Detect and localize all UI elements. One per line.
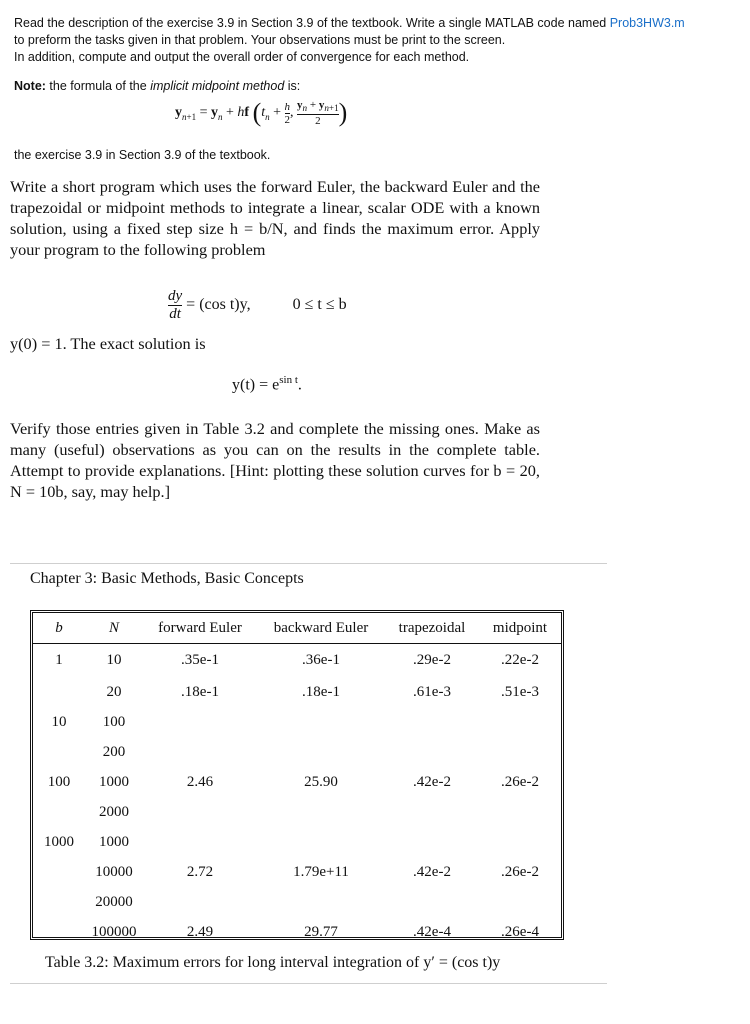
midpoint-formula: $y_{n+1} = y_n$ + hf ($t_n$ + $\frac{h}{2}$ , $\frac{y_n + y_{n+1}}{2}$ ) <box>175 98 348 128</box>
table-cell: 2.49 <box>186 924 214 940</box>
table-cell: .51e-3 <box>501 684 539 700</box>
table-cell: .42e-2 <box>413 864 451 880</box>
instruction-line-1 <box>14 15 734 32</box>
table-cell: 29.77 <box>304 924 338 940</box>
instruction-line-2: to preform the tasks given in that problem. Your observations must be print to the screen. <box>14 33 506 47</box>
table-row <box>33 858 561 888</box>
note-line <box>14 78 300 95</box>
table-cell <box>143 798 257 828</box>
bottom-divider <box>10 983 607 984</box>
ode-domain: 0 ≤ t ≤ b <box>292 296 347 314</box>
col-header-trapezoidal: trapezoidal <box>385 613 479 644</box>
table-cell <box>385 828 479 858</box>
col-header-backward-euler: backward Euler <box>257 613 385 644</box>
table-row <box>33 828 561 858</box>
verify-paragraph: Verify those entries given in Table 3.2 and complete the missing ones. Make as many (useful) observations as you can on the results in the complete table. Attempt to provide explanations. [Hint: plotting these solution curves for b = 20, N = 10b, say, may help.] <box>10 419 540 501</box>
table-cell <box>143 738 257 768</box>
assignment-instructions <box>14 15 734 66</box>
instruction-text: Read the description of the exercise 3.9 in Section 3.9 of the textbook. Write a single MATLAB code named <box>14 16 610 30</box>
table-cell <box>385 798 479 828</box>
table-cell <box>257 888 385 918</box>
table-row <box>33 918 561 948</box>
table-cell: 1000 <box>99 774 129 790</box>
table-cell: 200 <box>102 744 126 760</box>
table-cell <box>257 738 385 768</box>
table-header-row <box>33 613 561 644</box>
table-row <box>33 738 561 768</box>
col-header-b: b <box>33 613 85 644</box>
table-cell: 20000 <box>95 894 133 910</box>
exercise-reference: the exercise 3.9 in Section 3.9 of the textbook. <box>14 148 271 162</box>
table-cell <box>479 798 561 828</box>
table-cell: 10000 <box>95 864 133 880</box>
ode-rhs: = (cos t)y, <box>186 296 251 314</box>
results-table-frame <box>30 610 564 940</box>
table-cell <box>257 798 385 828</box>
note-text: the formula of the <box>45 79 151 93</box>
table-cell <box>143 888 257 918</box>
table-cell: 2000 <box>99 804 129 820</box>
table-cell <box>33 738 85 768</box>
table-cell <box>33 858 85 888</box>
table-cell: 20 <box>106 684 122 700</box>
note-text-end: is: <box>284 79 301 93</box>
table-cell: 1.79e+11 <box>293 864 349 880</box>
table-cell <box>33 678 85 708</box>
problem-paragraph: Write a short program which uses the forward Euler, the backward Euler and the trapezoidal or midpoint methods to integrate a linear, scalar ODE with a known solution, using a fixed step size h = b/N, and finds the maximum error. Apply your program to the following problem <box>10 177 540 259</box>
table-cell: .18e-1 <box>302 684 340 700</box>
table-row <box>33 798 561 828</box>
table-cell: 100 <box>47 774 71 790</box>
table-row <box>33 708 561 738</box>
table-cell: .22e-2 <box>501 652 539 669</box>
note-label: Note: <box>14 79 46 93</box>
table-caption: Table 3.2: Maximum errors for long interval integration of y′ = (cos t)y <box>45 954 501 971</box>
col-header-midpoint: midpoint <box>479 613 561 644</box>
table-cell: .35e-1 <box>181 652 219 669</box>
table-row <box>33 768 561 798</box>
table-cell: .26e-2 <box>501 864 539 880</box>
table-cell <box>33 918 85 948</box>
table-cell <box>479 828 561 858</box>
table-cell <box>33 798 85 828</box>
table-cell <box>257 828 385 858</box>
top-divider <box>10 563 607 564</box>
table-cell: 25.90 <box>304 774 338 790</box>
table-cell: 100000 <box>91 924 137 940</box>
table-cell <box>143 708 257 738</box>
table-cell <box>385 708 479 738</box>
table-cell: .42e-4 <box>413 924 451 940</box>
table-cell: .42e-2 <box>413 774 451 790</box>
results-table <box>33 613 561 948</box>
table-row <box>33 888 561 918</box>
table-cell: 100 <box>102 714 126 730</box>
table-cell: .36e-1 <box>302 652 340 669</box>
exact-solution: $y(t) = e^{sin t}$. <box>232 374 302 394</box>
table-cell: 10 <box>106 652 122 669</box>
ode-equation: $\frac{dy}{dt}$ = (cos t)y, 0 ≤ t ≤ b <box>168 288 347 322</box>
file-name-link[interactable]: Prob3HW3.m <box>609 16 685 30</box>
table-row <box>33 678 561 708</box>
table-cell: 1000 <box>44 834 74 850</box>
exact-solution-base: y(t) = e <box>232 376 280 394</box>
table-cell <box>479 708 561 738</box>
table-cell: .26e-2 <box>501 774 539 790</box>
exact-solution-exponent: sin t <box>279 374 298 386</box>
table-cell <box>479 888 561 918</box>
table-cell: 10 <box>51 714 67 730</box>
chapter-heading: Chapter 3: Basic Methods, Basic Concepts <box>30 570 304 587</box>
col-header-forward-euler: forward Euler <box>143 613 257 644</box>
table-cell: .26e-4 <box>501 924 539 940</box>
table-row <box>33 644 561 678</box>
initial-condition: y(0) = 1. The exact solution is <box>10 334 206 353</box>
table-cell <box>385 888 479 918</box>
table-cell <box>385 738 479 768</box>
table-cell <box>479 738 561 768</box>
table-cell <box>33 888 85 918</box>
col-header-n: N <box>85 613 143 644</box>
table-cell <box>143 828 257 858</box>
note-method-name: implicit midpoint method <box>150 79 285 93</box>
table-cell: 2.46 <box>186 774 214 790</box>
table-cell: 1 <box>55 652 63 669</box>
table-cell: 1000 <box>99 834 129 850</box>
instruction-line-3: In addition, compute and output the overall order of convergence for each method. <box>14 50 470 64</box>
table-cell: .61e-3 <box>413 684 451 700</box>
table-cell: .29e-2 <box>413 652 451 669</box>
table-cell <box>257 708 385 738</box>
table-cell: .18e-1 <box>181 684 219 700</box>
table-cell: 2.72 <box>186 864 214 880</box>
